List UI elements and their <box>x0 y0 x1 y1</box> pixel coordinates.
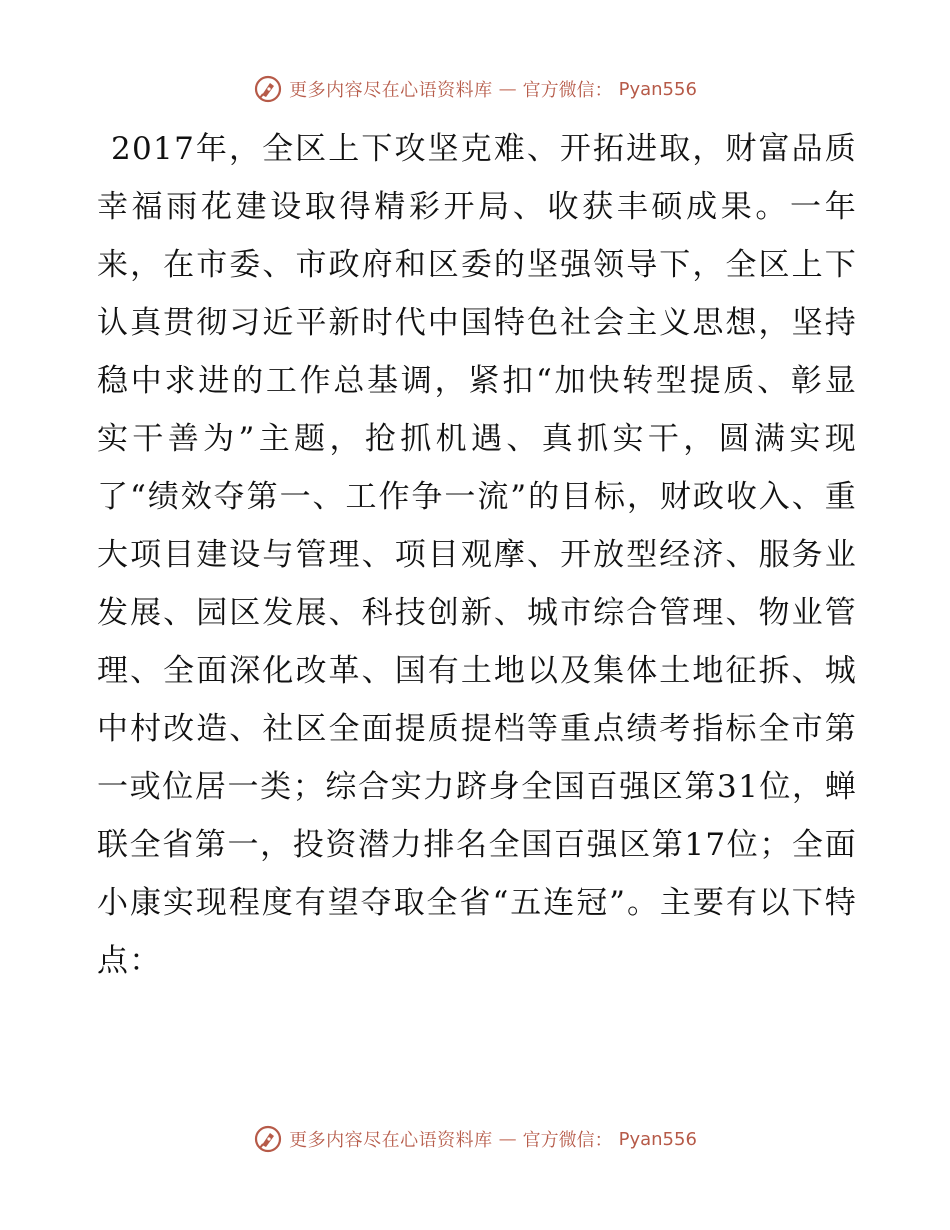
pen-nib-circle-icon <box>253 1124 283 1154</box>
pen-nib-circle-icon <box>253 74 283 104</box>
banner-separator: — <box>498 1128 517 1150</box>
banner-text: 更多内容尽在心语资料库 <box>289 1130 493 1151</box>
body-paragraph: 2017年，全区上下攻坚克难、开拓进取，财富品质幸福雨花建设取得精彩开局、收获丰硕成果。一年来，在市委、市政府和区委的坚强领导下，全区上下认真贯彻习近平新时代中国特色社会主义思想，坚持稳中求进的工作总基调，紧扣“加快转型提质、彰显实干善为”主题，抢抓机遇、真抓实干，圆满实现了“绩效夺第一、工作争一流”的目标，财政收入、重大项目建设与管理、项目观摩、开放型经济、服务业发展、园区发展、科技创新、城市综合管理、物业管理、全面深化改革、国有土地以及集体土地征拆、城中村改造、社区全面提质提档等重点绩考指标全市第一或位居一类；综合实力跻身全国百强区第31位，蝉联全省第一，投资潜力排名全国百强区第17位；全面小康实现程度有望夺取全省“五连冠”。主要有以下特点： <box>97 131 857 979</box>
banner-separator: — <box>498 78 517 100</box>
banner-wechat-label: 官方微信： <box>522 80 613 101</box>
banner-wechat-label: 官方微信： <box>522 1130 613 1151</box>
header-banner <box>0 74 950 104</box>
banner-text: 更多内容尽在心语资料库 <box>289 80 493 101</box>
footer-banner <box>0 1124 950 1154</box>
banner-wechat-id: Pyan556 <box>618 1128 697 1150</box>
banner-wechat-id: Pyan556 <box>618 78 697 100</box>
